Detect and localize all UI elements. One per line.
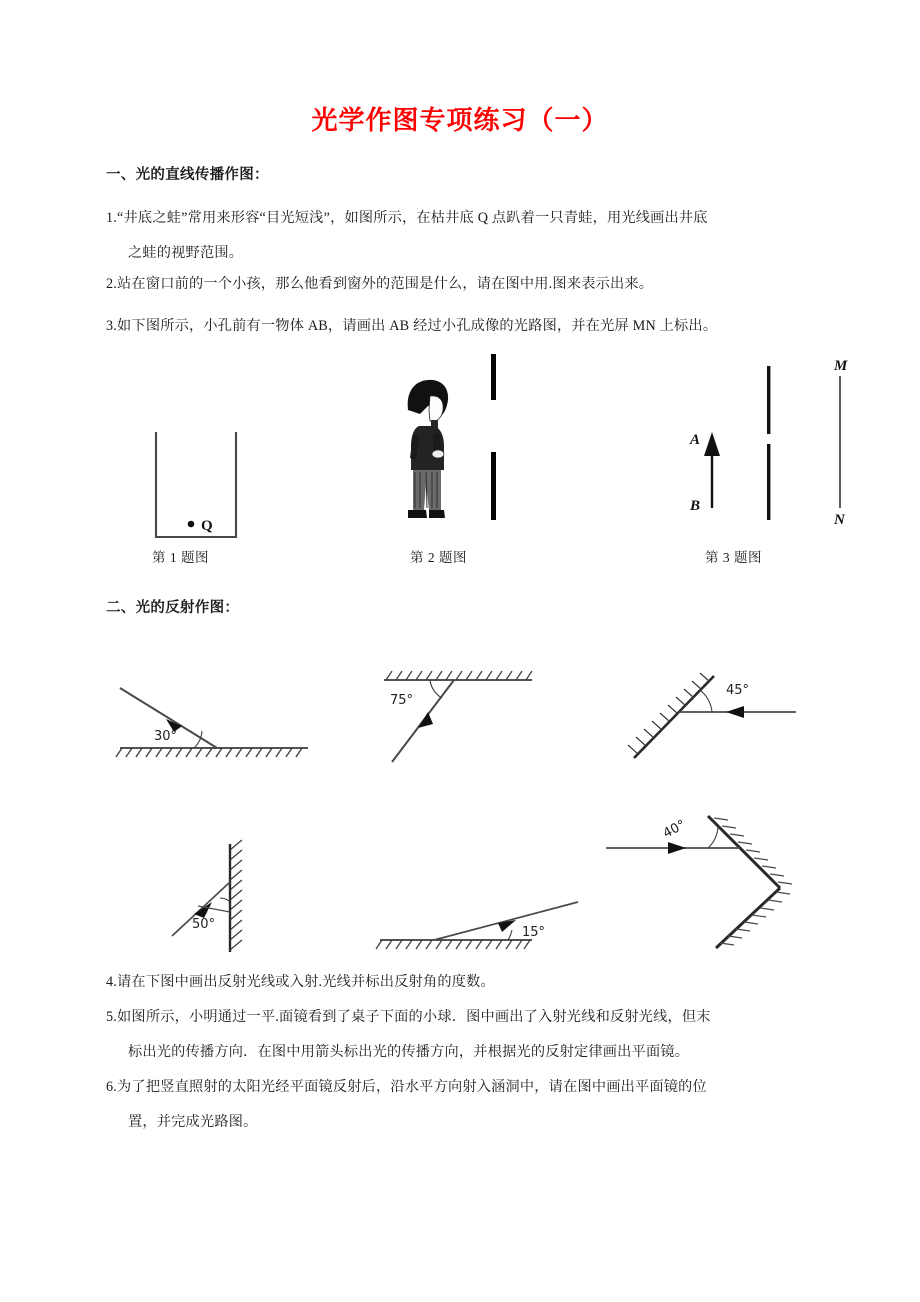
section-heading-1: 一、光的直线传播作图：	[106, 167, 269, 183]
page-title: 光学作图专项练习（一）	[311, 106, 609, 135]
figure-2-window-diagram	[386, 348, 546, 533]
angle-label-45: 45°	[726, 683, 750, 698]
child-silhouette	[408, 380, 448, 518]
angle-label-15: 15°	[522, 925, 546, 940]
mirror-surface-upper	[708, 816, 780, 888]
figure-1-point-label: Q	[201, 518, 213, 534]
reflection-figure-50deg	[168, 836, 298, 964]
pinhole-bar-lower	[767, 444, 770, 520]
question-3-line-1: 3.如下图所示，小孔前有一物体 AB，请画出 AB 经过小孔成像的光路图，并在光屏 MN 上标出。	[106, 318, 718, 334]
section-heading-2: 二、光的反射作图：	[106, 600, 240, 616]
figure-3-label-b: B	[690, 498, 701, 514]
mirror-hatching	[628, 673, 710, 754]
reflection-figure-30deg	[112, 676, 322, 768]
question-6-line-1: 6.为了把竖直照射的太阳光经平面镜反射后，沿水平方向射入涵洞中，请在图中画出平面镜的位	[106, 1079, 707, 1095]
figure-1-well-diagram	[146, 424, 256, 549]
angle-arc	[508, 930, 512, 940]
question-5-line-2: 标出光的传播方向．在图中用箭头标出光的传播方向，并根据光的反射定律画出平面镜。	[128, 1044, 690, 1060]
mirror-hatching	[376, 940, 530, 949]
angle-label-30: 30°	[154, 729, 178, 744]
incident-ray	[434, 902, 578, 940]
figure-3-label-n: N	[834, 512, 845, 528]
figure-2-caption: 第 2 题图	[410, 550, 467, 565]
angle-arc	[220, 898, 230, 902]
pinhole-bar-upper	[767, 366, 770, 434]
reflection-figure-45deg	[614, 646, 834, 776]
figure-3-caption: 第 3 题图	[705, 550, 762, 565]
reflection-figure-40deg	[600, 796, 850, 966]
figure-3-pinhole-diagram	[676, 358, 866, 538]
angle-label-50: 50°	[192, 917, 216, 932]
mirror-hatching	[714, 818, 792, 945]
question-1-line-1: 1.“井底之蛙”常用来形容“目光短浅”，如图所示，在枯井底 Q 点趴着一只青蛙，用光线画出井底	[106, 210, 708, 226]
question-4-line-1: 4.请在下图中画出反射光线或入射.光线并标出反射角的度数。	[106, 974, 495, 990]
reflection-figure-15deg	[372, 888, 592, 958]
angle-label-75: 75°	[390, 693, 414, 708]
ray-arrowhead	[726, 706, 744, 718]
ray-arrowhead	[194, 902, 212, 918]
mirror-hatching	[116, 748, 302, 757]
angle-arc	[708, 827, 718, 848]
mirror-hatching	[386, 671, 532, 680]
angle-arc	[430, 680, 442, 698]
question-5-line-1: 5.如图所示，小明通过一平.面镜看到了桌子下面的小球．图中画出了入射光线和反射光线，但末	[106, 1009, 711, 1025]
figure-3-label-a: A	[690, 432, 701, 448]
window-bar-upper	[491, 354, 496, 400]
figure-3-label-m: M	[834, 358, 848, 374]
question-6-line-2: 置，并完成光路图。	[128, 1114, 258, 1130]
ray-arrowhead	[668, 842, 686, 854]
figure-1-caption: 第 1 题图	[152, 550, 209, 565]
mirror-hatching	[230, 840, 242, 950]
window-bar-lower	[491, 452, 496, 520]
angle-arc	[700, 690, 712, 712]
question-1-line-2: 之蛙的视野范围。	[128, 245, 244, 261]
question-2-line-1: 2.站在窗口前的一个小孩，那么他看到窗外的范围是什么，请在图中用.图来表示出来。	[106, 276, 654, 292]
angle-label-40: 40°	[660, 817, 689, 842]
object-arrow-ab	[704, 432, 720, 508]
ray-arrowhead	[418, 712, 433, 728]
reflection-figure-75deg	[372, 650, 572, 770]
mirror-surface-lower	[716, 888, 780, 948]
